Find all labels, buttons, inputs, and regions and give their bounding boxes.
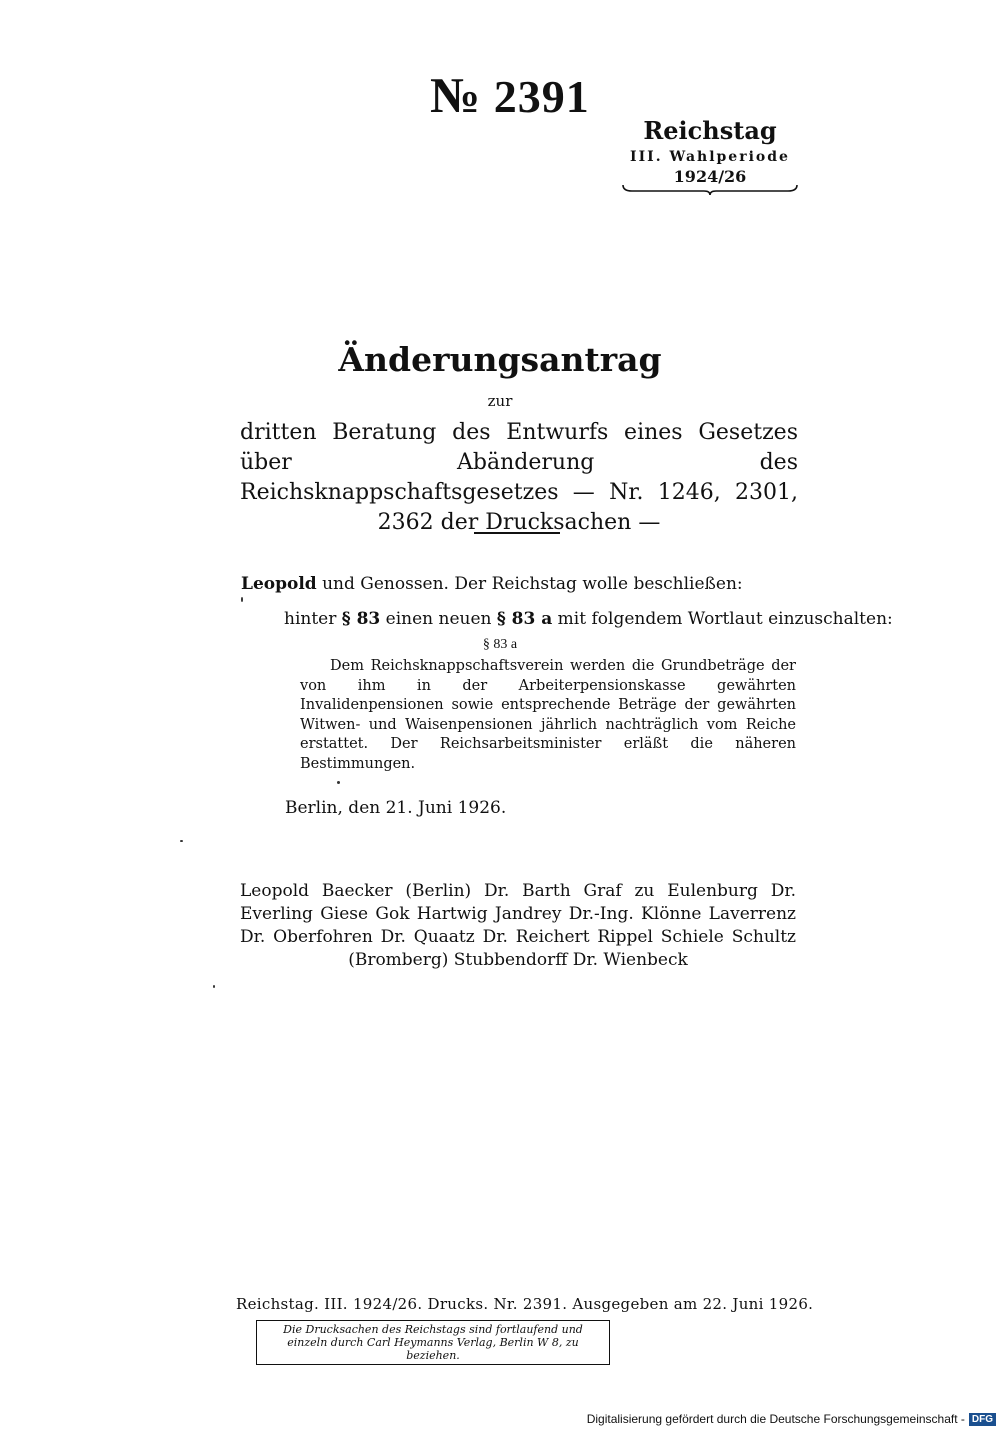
paragraph-body [300,657,796,774]
scan-speck [180,840,183,842]
years-label: 1924/26 [673,167,747,186]
period-label: III. Wahlperiode [630,149,790,165]
digitization-credit [587,1412,996,1426]
document-number-value: 2391 [493,71,590,122]
paragraph-ref-83a: § 83 a [496,609,553,629]
document-title: Änderungsantrag [338,340,662,379]
instruction-mid: einen neuen [380,609,497,629]
title-connector: zur [487,392,513,410]
scan-speck [337,781,340,784]
paragraph-ref-83: § 83 [341,609,381,629]
instruction-pre: hinter [284,609,342,629]
publisher-notice: Die Drucksachen des Reichstags sind fortlaufend und einzeln durch Carl Heymanns Verlag, Berlin W 8, zu beziehen. [256,1320,610,1365]
issue-line: Reichstag. III. 1924/26. Drucks. Nr. 2391. Ausgegeben am 22. Juni 1926. [236,1295,814,1313]
instruction-line [284,609,893,629]
dfg-logo: DFG [969,1413,996,1426]
reichstag-label: Reichstag [643,116,777,145]
document-subtitle: dritten Beratung des Entwurfs eines Gesetzes über Abänderung des Reichsknappschaftsgesetzes — Nr. 1246, 2301, 2362 der Drucksachen — [240,420,798,535]
document-number [430,66,590,124]
brace-underline [622,184,798,196]
place-date: Berlin, den 21. Juni 1926. [285,798,507,818]
motion-line [241,574,743,594]
scan-speck [241,597,243,602]
motion-text: und Genossen. Der Reichstag wolle beschließen: [316,574,743,594]
signatories: Leopold Baecker (Berlin) Dr. Barth Graf zu Eulenburg Dr. Everling Giese Gok Hartwig Jandrey Dr.-Ing. Klönne Laverrenz Dr. Oberfohren Dr. Quaatz Dr. Reichert Rippel Schiele Schultz (Bromberg) Stubbendorff Dr. Wienbeck [240,881,796,970]
paragraph-heading: § 83 a [482,637,518,652]
proposer-name: Leopold [241,574,317,594]
reichstag-block [620,116,800,186]
instruction-post: mit folgendem Wortlaut einzuschalten: [552,609,893,629]
paragraph-text: Dem Reichsknappschaftsverein werden die Grundbeträge der von ihm in der Arbeiterpensionskasse gewährten Invalidenpensionen sowie entsprechende Beträge der gewährten Witwen- und Waisenpensionen jährlich nachträglich vom Reiche erstattet. Der Reichsarbeitsminister erläßt die näheren Bestimmungen. [300,658,796,772]
scan-speck [213,985,215,988]
number-sign: № [430,67,482,123]
divider-rule [474,532,560,534]
credit-text: Digitalisierung gefördert durch die Deutsche Forschungsgemeinschaft - [586,1412,965,1426]
